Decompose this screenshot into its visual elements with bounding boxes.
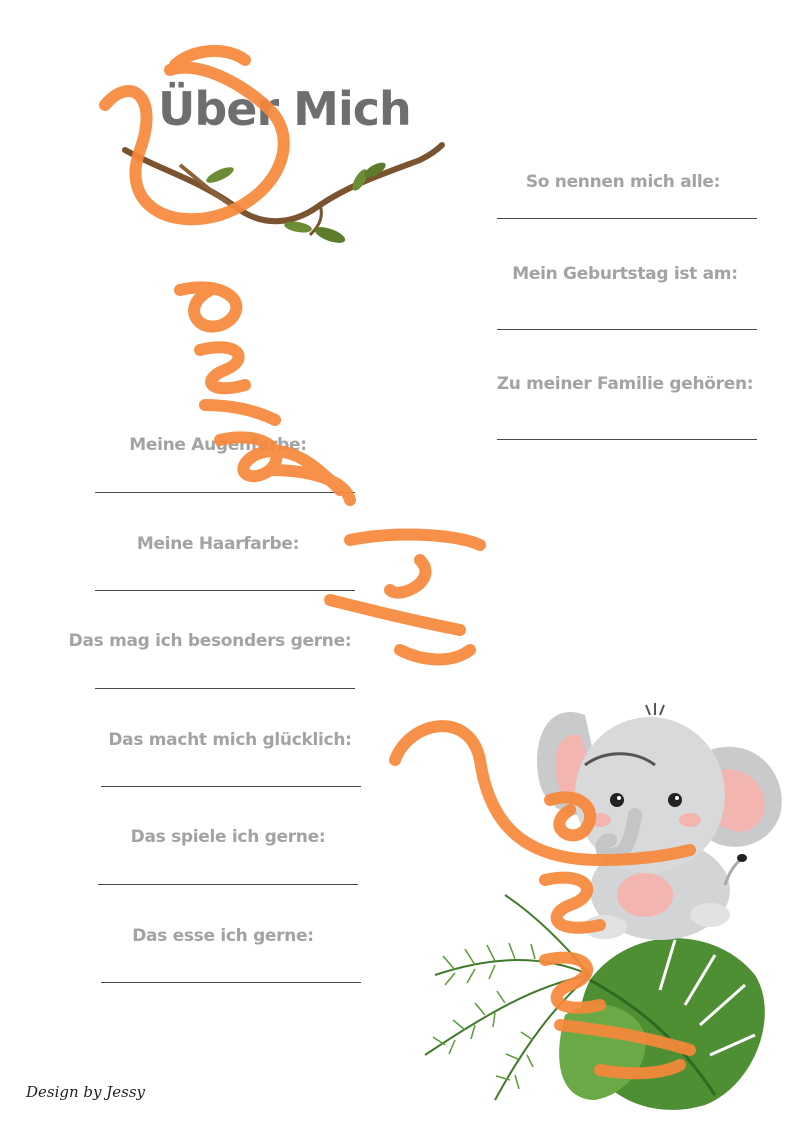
answer-line[interactable] [101,982,361,983]
field-label-nickname: So nennen mich alle: [525,172,721,192]
elephant-illustration [525,695,790,950]
field-label-hair-color: Meine Haarfarbe: [136,534,300,554]
field-label-birthday: Mein Geburtstag ist am: [512,264,738,284]
field-label-eat: Das esse ich gerne: [132,926,314,946]
answer-line[interactable] [497,218,757,219]
field-label-likes: Das mag ich besonders gerne: [68,631,352,651]
answer-line[interactable] [95,590,355,591]
answer-line[interactable] [98,884,358,885]
answer-line[interactable] [101,786,361,787]
field-label-family: Zu meiner Familie gehören: [496,374,754,394]
answer-line[interactable] [95,688,355,689]
field-label-eye-color: Meine Augenfarbe: [129,435,307,455]
answer-line[interactable] [497,439,757,440]
answer-line[interactable] [497,329,757,330]
page-title: Über Mich [158,82,411,136]
field-label-happy: Das macht mich glücklich: [108,730,352,750]
answer-line[interactable] [95,492,355,493]
field-label-play: Das spiele ich gerne: [130,827,326,847]
branch-illustration [120,135,450,260]
signature-footer: Design by Jessy [26,1083,146,1101]
